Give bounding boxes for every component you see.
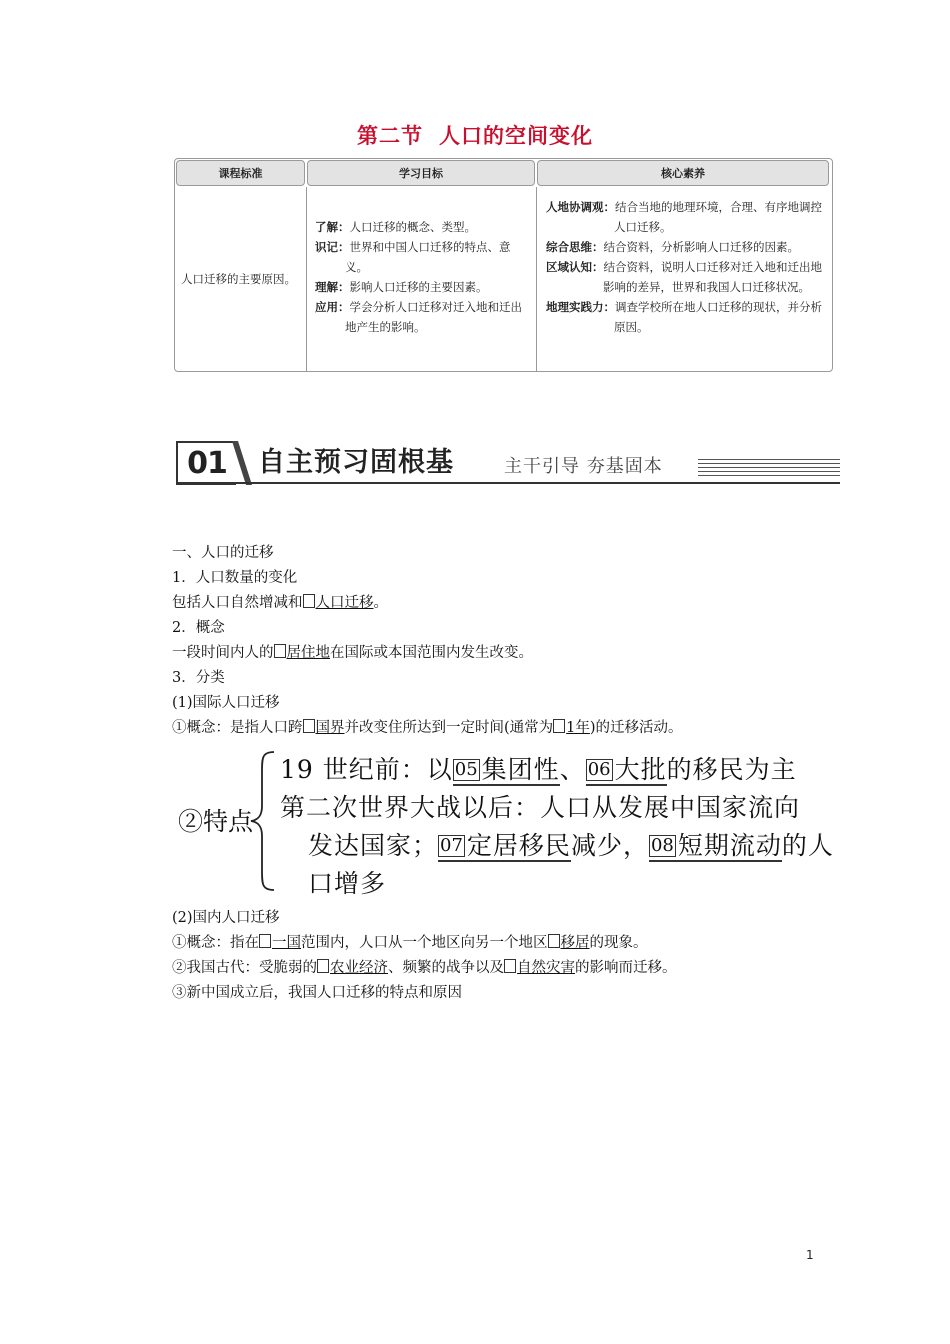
banner-number: 01 (176, 441, 236, 485)
standards-table (174, 158, 833, 372)
number-badge: 05 (454, 759, 478, 780)
feature-block (172, 748, 842, 896)
literacy-item: 地理实践力：调查学校所在地人口迁移的现状，并分析原因。 (546, 300, 822, 334)
course-standard-text: 人口迁移的主要原因。 (181, 272, 296, 286)
number-badge: 06 (587, 759, 611, 780)
content-part-2 (172, 906, 852, 1006)
header-course-standard: 课程标准 (176, 160, 305, 186)
blank-box-icon (548, 934, 560, 948)
number-badge: 07 (440, 835, 463, 856)
objective-item: 应用：学会分析人口迁移对迁入地和迁出地产生的影响。 (315, 300, 522, 334)
blank-box-icon (303, 719, 315, 733)
feature-line: 19 世纪前：以 05 集团性、 06 大批的移民为主 (280, 755, 797, 784)
column-divider (536, 187, 537, 371)
fill-answer: 农业经济 (330, 960, 388, 976)
fill-answer: 1年 (566, 720, 590, 736)
left-brace-icon (248, 750, 278, 892)
literacy-item: 综合思维：结合资料，分析影响人口迁移的因素。 (546, 240, 799, 254)
objective-item: 识记：世界和中国人口迁移的特点、意义。 (315, 240, 511, 274)
paragraph: ①概念：是指人口跨 国界并改变住所达到一定时间(通常为 1年)的迁移活动。 (172, 720, 683, 736)
feature-line: 口增多 (308, 869, 387, 898)
objective-item: 了解：人口迁移的概念、类型。 (315, 220, 476, 234)
feature-label: ②特点 (178, 807, 254, 836)
page-number: 1 (806, 1248, 814, 1262)
blank-box-icon (553, 719, 565, 733)
blank-box-icon (317, 959, 329, 973)
subheading: 2．概念 (172, 620, 225, 636)
column-divider (306, 187, 307, 371)
fill-answer: 居住地 (286, 645, 330, 661)
section-name: 人口的空间变化 (439, 124, 593, 148)
page-title (0, 120, 950, 150)
section-banner (174, 437, 840, 487)
heading-1: 一、人口的迁移 (172, 545, 274, 561)
literacy-item: 区域认知：结合资料，说明人口迁移对迁入地和迁出地影响的差异，世界和我国人口迁移状况。 (546, 260, 822, 294)
fill-answer: 一国 (272, 935, 301, 951)
paragraph: 包括人口自然增减和 人口迁移。 (172, 595, 388, 611)
subheading: (2)国内人口迁移 (172, 910, 280, 926)
header-learning-objectives: 学习目标 (307, 160, 535, 186)
banner-subtitle: 主干引导 夯基固本 (504, 456, 663, 477)
fill-answer: 自然灾害 (517, 960, 575, 976)
blank-box-icon (274, 644, 286, 658)
section-number: 第二节 (357, 124, 423, 148)
subheading: 3．分类 (172, 670, 225, 686)
number-badge: 08 (650, 835, 674, 856)
blank-box-icon (259, 934, 271, 948)
feature-line: 发达国家； 07 定居移民减少， 08 短期流动的人 (308, 831, 834, 860)
blank-box-icon (303, 594, 315, 608)
subheading: 1．人口数量的变化 (172, 570, 298, 586)
content-part-1 (172, 541, 852, 741)
literacy-item: 人地协调观：结合当地的地理环境，合理、有序地调控人口迁移。 (546, 200, 822, 234)
paragraph: ①概念：指在 一国范围内，人口从一个地区向另一个地区 移居的现象。 (172, 935, 648, 951)
feature-line: 第二次世界大战以后：人口从发展中国家流向 (280, 793, 801, 822)
literacy-list (546, 197, 826, 337)
paragraph: ③新中国成立后，我国人口迁移的特点和原因 (172, 985, 462, 1001)
banner-rule (176, 482, 840, 484)
fill-answer: 人口迁移 (315, 595, 374, 611)
subheading: (1)国际人口迁移 (172, 695, 280, 711)
banner-lines-decoration (698, 459, 840, 477)
objective-item: 理解：影响人口迁移的主要因素。 (315, 280, 488, 294)
blank-box-icon (504, 959, 516, 973)
banner-main-title: 自主预习固根基 (258, 447, 454, 478)
fill-answer: 移居 (560, 935, 590, 951)
header-core-literacy: 核心素养 (537, 160, 829, 186)
paragraph: ②我国古代：受脆弱的 农业经济、频繁的战争以及 自然灾害的影响而迁移。 (172, 960, 677, 976)
paragraph: 一段时间内人的 居住地在国际或本国范围内发生改变。 (172, 645, 533, 661)
fill-answer: 国界 (315, 720, 345, 736)
objectives-list (315, 217, 533, 337)
